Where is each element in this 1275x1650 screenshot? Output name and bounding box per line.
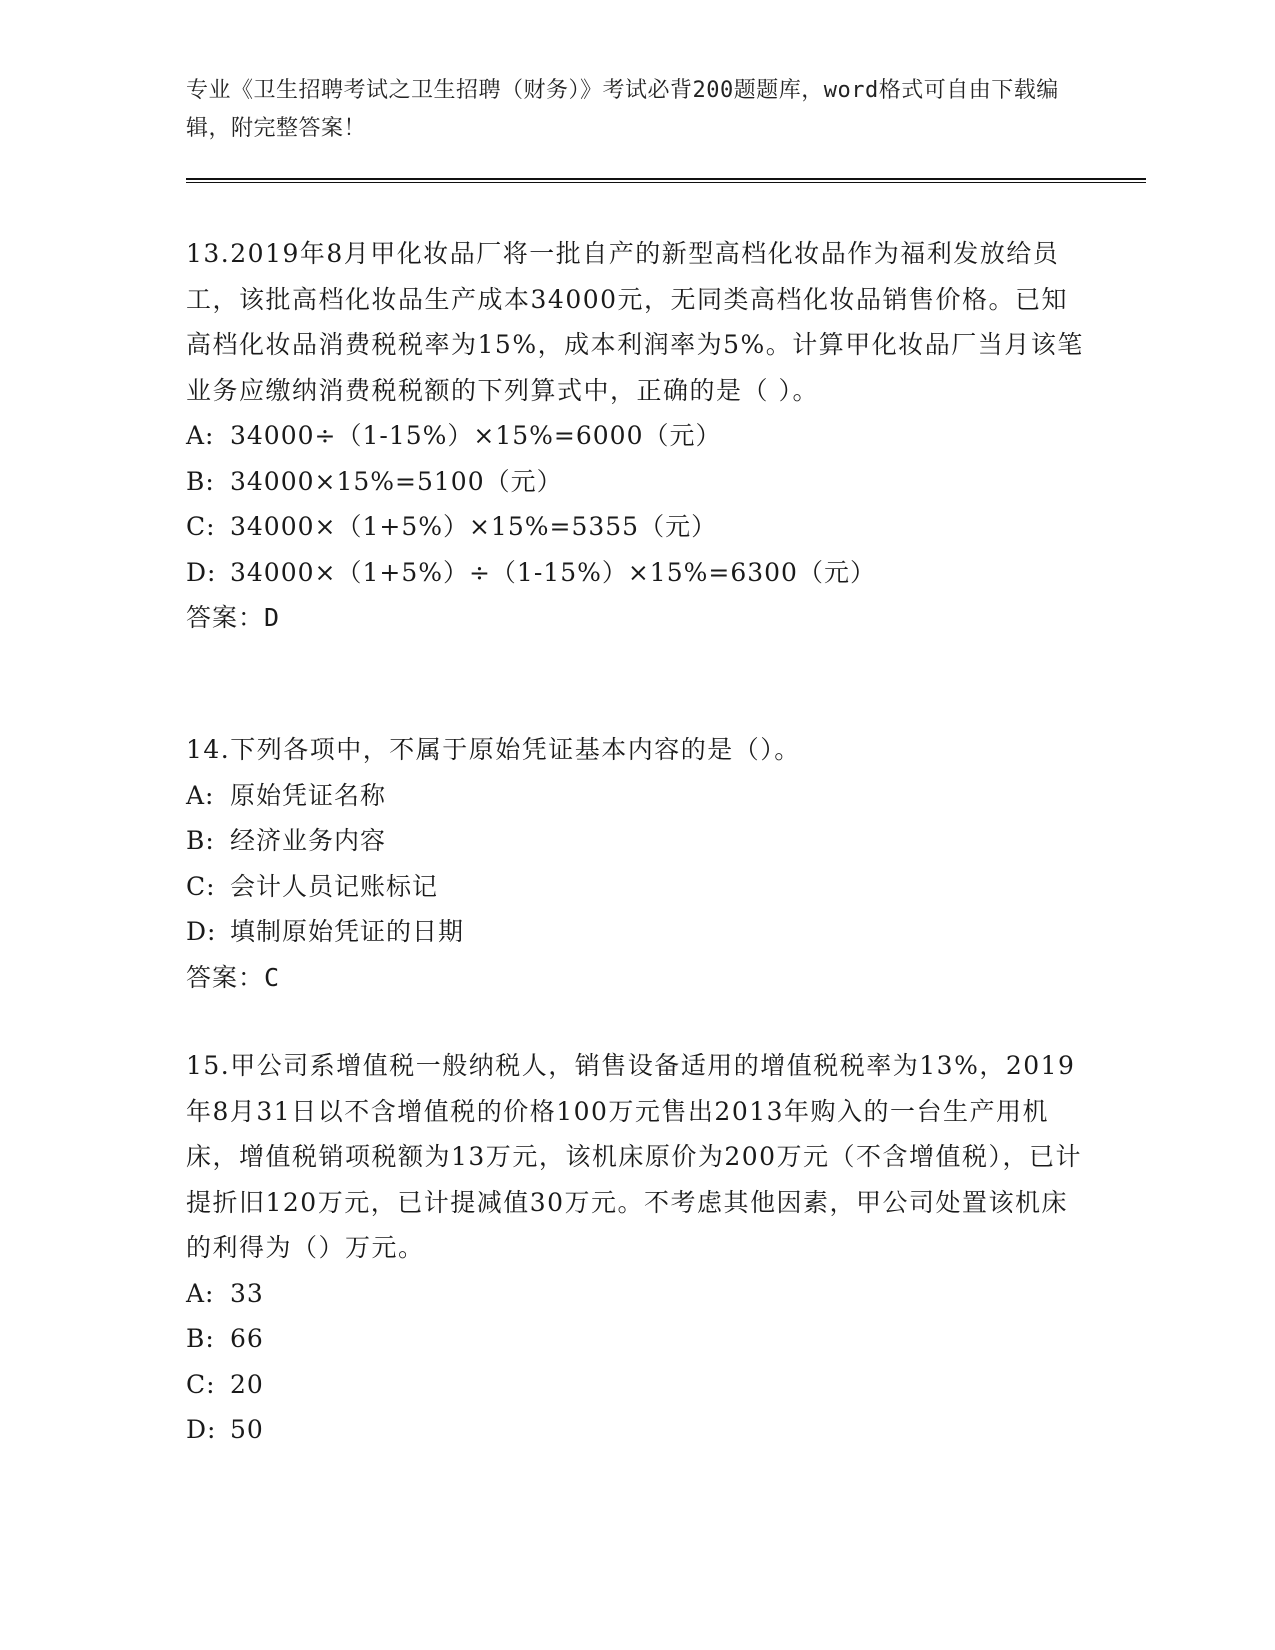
option-a: [186, 773, 1086, 819]
question-stem: 14.下列各项中，不属于原始凭证基本内容的是（）。: [186, 735, 801, 764]
option-text: 经济业务内容: [230, 826, 387, 855]
option-letter: B:: [186, 466, 215, 496]
option-c: [186, 504, 1086, 550]
option-letter: B:: [186, 826, 215, 855]
question-13: [186, 231, 1086, 641]
option-text: 原始凭证名称: [230, 780, 387, 810]
option-list: [186, 773, 1086, 955]
option-letter: B:: [186, 1324, 215, 1353]
option-a: [186, 1271, 1086, 1317]
option-letter: A:: [186, 780, 215, 810]
option-d: [186, 909, 1086, 955]
option-letter: D:: [186, 557, 217, 587]
option-b: [186, 459, 1086, 505]
option-letter: C:: [186, 1369, 216, 1399]
option-text: 34000÷（1-15%）×15%=6000（元）: [230, 421, 722, 450]
option-letter: A:: [186, 421, 215, 450]
option-b: [186, 818, 1086, 864]
option-letter: D:: [186, 917, 217, 946]
option-letter: C:: [186, 871, 216, 901]
option-text: 20: [230, 1369, 264, 1399]
option-text: 填制原始凭证的日期: [230, 917, 465, 946]
option-letter: D:: [186, 1415, 217, 1444]
answer-line: 答案：D: [186, 603, 281, 632]
option-letter: A:: [186, 1278, 215, 1308]
document-header: 专业《卫生招聘考试之卫生招聘（财务）》考试必背200题题库，word格式可自由下载编辑，附完整答案！: [186, 78, 1059, 141]
header-divider: [186, 178, 1146, 183]
option-b: [186, 1316, 1086, 1362]
option-text: 50: [230, 1415, 264, 1444]
answer-line: 答案：C: [186, 962, 281, 992]
option-text: 34000×（1+5%）÷（1-15%）×15%=6300（元）: [230, 557, 876, 587]
option-d: [186, 550, 1086, 596]
question-stem: 13.2019年8月甲化妆品厂将一批自产的新型高档化妆品作为福利发放给员工，该批高档化妆品生产成本34000元，无同类高档化妆品销售价格。已知高档化妆品消费税税率为15%，成本利润率为5%。计算甲化妆品厂当月该笔业务应缴纳消费税税额的下列算式中，正确的是（ ）。: [186, 239, 1084, 405]
option-text: 33: [230, 1278, 264, 1308]
option-list: [186, 1271, 1086, 1453]
option-text: 66: [230, 1324, 264, 1353]
option-list: [186, 413, 1086, 595]
question-stem: 15.甲公司系增值税一般纳税人，销售设备适用的增值税税率为13%，2019年8月31日以不含增值税的价格100万元售出2013年购入的一台生产用机床，增值税销项税额为13万元，该机床原价为200万元（不含增值税），已计提折旧120万元，已计提减值30万元。不考虑其他因素，甲公司处置该机床的利得为（）万元。: [186, 1051, 1083, 1262]
option-letter: C:: [186, 512, 216, 541]
option-c: [186, 1362, 1086, 1408]
option-text: 34000×（1+5%）×15%=5355（元）: [230, 512, 718, 541]
option-d: [186, 1407, 1086, 1453]
option-a: [186, 413, 1086, 459]
question-14: [186, 727, 1086, 1000]
question-15: [186, 1043, 1086, 1453]
option-text: 会计人员记账标记: [230, 871, 439, 901]
option-text: 34000×15%=5100（元）: [230, 466, 563, 496]
option-c: [186, 864, 1086, 910]
